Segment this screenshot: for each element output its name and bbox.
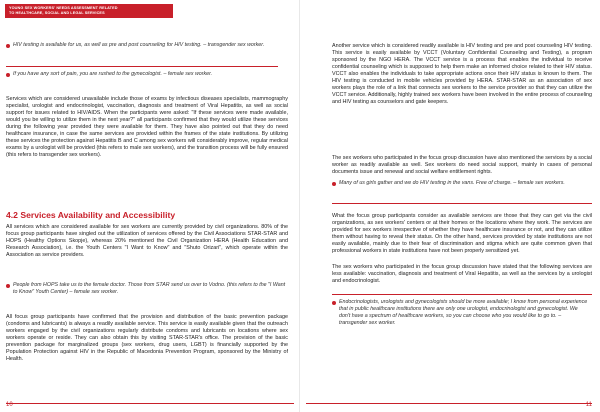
left-paragraph-3-text: All focus group participants have confirmed that the provision and distribution of the basic prevention package (condoms and lubricants) is always a readily available service. This service is easily available given that the outreach workers engaged by the civil organizations regularly distribute condoms and lubricants on locations where sex workers operate or reside. They can also obtain this by visiting STAR-STAR's office. The provision of the basic prevention package for marginalized groups (sex workers, drug users, LGBT) is financially supported by the Population Protection against HIV in the Republic of Macedonia Prevention Program, sponsored by the Ministry of Health. (6, 314, 288, 362)
right-quote-2: Endocrinologists, urologists and gynecologists should be more available; I know from personal experience that in public healthcare institutions there are only one urologist, endocrinologist and gynecologist. We don't have a spectrum of healthcare workers, so you can choose who you would like to go to. – transgender sex worker. (339, 299, 588, 326)
left-quote-1: HIV testing is available for us, as well as pre and post counseling for HIV testing. – transgender sex worker. (13, 42, 265, 48)
right-paragraph-2 (332, 155, 592, 176)
left-quote-3-block (6, 282, 286, 296)
left-paragraph-1-text: Services which are considered unavailable include those of exams by infectious diseases specialists, mammography specialist, urologist and endocrinologist, vaccination, diagnosis and treatment of Viral Hepatitis, as well as social support for issues related to HIV/AIDS. When the participants were asked: "If these services were made available, would you be willing to utilize them in the next year?" all participants confirmed that they would utilize these services during the following year provided they were available for them. They have also pointed out that they do need healthcare insurance, in case the same services are provided within the frames of the state institutions. By utilizing these services the protection against Hepatitis B and C among sex workers will considerably improve, regular medical exams by a urologist will be provided (this refers to male sex workers), and the transition process will be fully ensured (this refers to transgender sex workers). (6, 96, 288, 158)
right-paragraph-4 (332, 264, 592, 285)
right-paragraph-4-text: The sex workers who participated in the focus group discussion have stated that the following services are less available: vaccination, diagnosis and treatment of Viral Hepatitis, as well as the services by a urologist and endocrinologist. (332, 264, 592, 284)
right-paragraph-1 (332, 43, 592, 106)
divider (6, 66, 278, 67)
right-paragraph-1-text: Another service which is considered readily available is HIV testing and pre and post counseling HIV testing. This service is easily available by VCCT (Voluntary Confidential Counseling and Testing), a program sponsored by the NGO HERA. The VCCT service is a process that enables the individual to receive confidential counseling which is supposed to help them make an informed choice related to their HIV status. VCCT also enables the individuals to take appropriate actions once their HIV status is known to them. The HIV testing is conducted in mobile vehicles provided by HERA. STAR-STAR as an association of sex workers plays the role of a link that connects sex workers to the service provider so that they can utilize the VCCT service. Additionally, highly trained sex workers have been involved in the entire process of counseling and HIV testing as counselors and gate keepers. (332, 43, 592, 105)
left-paragraph-3 (6, 314, 288, 363)
footer-rule (6, 403, 294, 404)
right-page (300, 0, 600, 412)
header-line-1: YOUNG SEX WORKERS' NEEDS ASSESSMENT RELATED (9, 6, 118, 10)
header-line-2: TO HEALTHCARE, SOCIAL AND LEGAL SERVICES (9, 10, 105, 15)
bullet-icon (332, 301, 336, 305)
right-paragraph-3-text: What the focus group participants consider as available services are those that they can get via the civil organizations, as sex workers' centers or at their homes or the locations where they work. The services are provided for sex workers irrespective of whether they have healthcare insurance or not, and they can utilize them without having to reveal their status. On the other hand, services provided by state institutions are not easily available, mainly due to their fear of discrimination and stigma which are quite common given that professional workers in state institutions have not been properly sensitized yet. (332, 213, 592, 254)
left-paragraph-1 (6, 96, 288, 159)
page-number: 10 (6, 402, 13, 408)
footer-rule (306, 403, 592, 404)
divider (332, 203, 592, 204)
bullet-icon (332, 182, 336, 186)
right-quote-1-block (332, 180, 590, 187)
section-heading (6, 210, 288, 220)
left-quote-1-block (6, 42, 276, 49)
divider (332, 294, 592, 295)
left-quote-2-block (6, 71, 276, 78)
left-paragraph-2-text: All services which are considered available for sex workers are currently provided by civil organizations. 80% of the focus group participants have singled out the utilization of services offered by the Civil Associations STAR-STAR and HOPS (Healthy Options Skopje), whereas 20% mentioned the Civil Organization HERA (Health Education and Research Association), i.e. the Youth Centers "I Want to Know" and "Shuto Orizari", which operate within the Association as service providers. (6, 224, 288, 258)
left-quote-2: If you have any sort of pain, you are rushed to the gynecologist. – female sex worker. (13, 71, 213, 77)
report-header-banner (5, 4, 173, 18)
page-number: 11 (585, 402, 592, 408)
left-paragraph-2 (6, 224, 288, 259)
right-quote-2-block (332, 299, 590, 327)
bullet-icon (6, 73, 10, 77)
bullet-icon (6, 44, 10, 48)
left-quote-3: People from HOPS take us to the female doctor. Those from STAR send us over to Vodno. (this refers to the "I Want to Know" Youth Center) – female sex worker. (13, 282, 286, 295)
right-paragraph-3 (332, 213, 592, 255)
right-paragraph-2-text: The sex workers who participated in the focus group discussion have also mentioned the services by a social worker as readily available as well. Sex workers do need social support, mainly in cases of personal documents issue and renewal and social welfare entitlement rights. (332, 155, 592, 175)
bullet-icon (6, 284, 10, 288)
section-title: 4.2 Services Availability and Accessibility (6, 210, 176, 220)
right-quote-1: Many of us girls gather and we do HIV testing in the vans. Free of charge. – female sex workers. (339, 180, 565, 186)
